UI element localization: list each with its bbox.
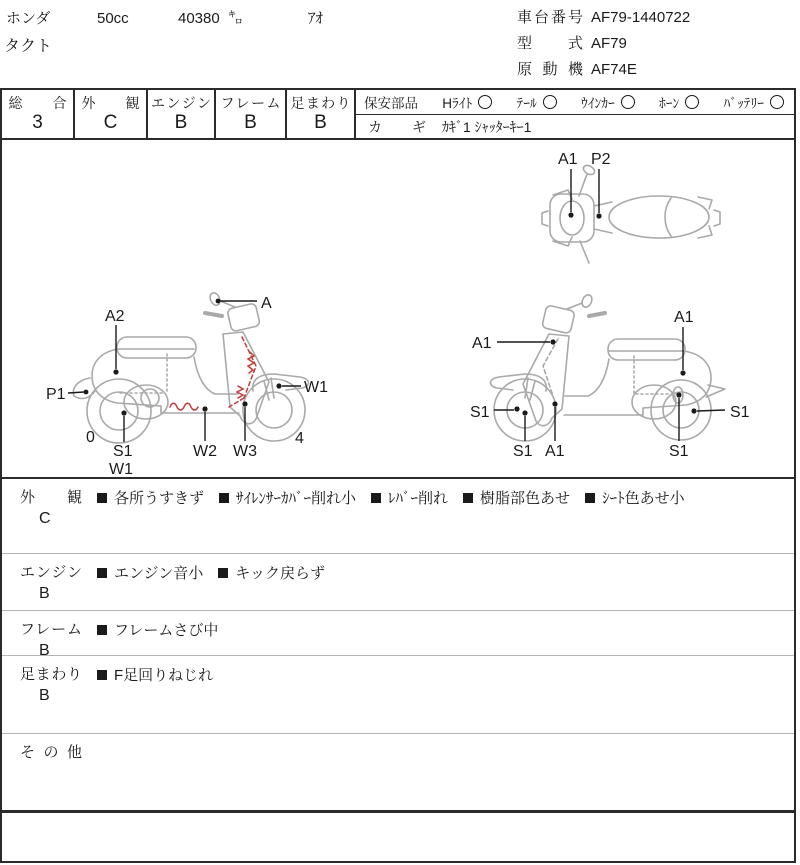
rating-value: 3 bbox=[32, 111, 43, 133]
safety-item-label: ﾃｰﾙ bbox=[516, 96, 537, 111]
condition-item-text: フレームさび中 bbox=[114, 622, 219, 639]
marker-dot bbox=[596, 213, 601, 218]
key-value: ｶｷﾞ1 ｼｬｯﾀｰｷｰ1 bbox=[442, 118, 532, 135]
rating-label: 足まわり bbox=[290, 94, 351, 111]
bullet-square-icon bbox=[97, 670, 107, 680]
marker-dot bbox=[216, 299, 221, 304]
condition-item-text: ｼｰﾄ色あせ小 bbox=[602, 490, 685, 507]
status-ok-circle-icon bbox=[543, 95, 557, 109]
key-row bbox=[356, 115, 794, 138]
engine-code-value: AF74E bbox=[591, 61, 637, 78]
status-ok-circle-icon bbox=[621, 95, 635, 109]
condition-section-label: エンジン bbox=[20, 564, 82, 581]
safety-item-label: ｳｲﾝｶｰ bbox=[581, 96, 615, 111]
engine-code-row bbox=[517, 58, 690, 84]
marker-dot bbox=[550, 339, 555, 344]
status-ok-circle-icon bbox=[478, 95, 492, 109]
marker-dot bbox=[84, 390, 89, 395]
diagram-label-front-tire-wear: 4 bbox=[295, 430, 304, 447]
diagram-label-rear-tire-wear: 0 bbox=[86, 429, 95, 446]
condition-section-label: フレーム bbox=[20, 621, 82, 638]
damage-diagram bbox=[2, 140, 794, 477]
condition-items bbox=[97, 487, 685, 508]
rating-label: エンジン bbox=[151, 94, 211, 111]
chassis-number-row bbox=[517, 6, 690, 32]
marker-dot bbox=[514, 406, 519, 411]
status-ok-circle-icon bbox=[685, 95, 699, 109]
mileage-unit: ㌔ bbox=[228, 10, 244, 27]
model-code-label: 型式 bbox=[517, 35, 583, 52]
bullet-square-icon bbox=[463, 493, 473, 503]
mileage-value: 40380 bbox=[178, 10, 220, 27]
maker-name: ホンダ bbox=[6, 10, 51, 27]
diagram-label-W3-legshield: W3 bbox=[233, 443, 257, 460]
condition-item-text: キック戻らず bbox=[235, 565, 325, 582]
condition-item bbox=[97, 664, 213, 685]
diagram-label-W1-rearwheel: W1 bbox=[109, 461, 133, 477]
safety-parts-label: 保安部品 bbox=[364, 96, 418, 111]
marker-dot bbox=[121, 410, 126, 415]
rating-value: B bbox=[314, 111, 327, 133]
damage-marks-left-view bbox=[170, 337, 256, 410]
bullet-square-icon bbox=[219, 493, 229, 503]
condition-row-engine bbox=[2, 553, 794, 610]
diagram-label-S1-frontwheel-bottom: S1 bbox=[513, 443, 533, 460]
bottom-empty-row bbox=[2, 810, 794, 861]
rating-label: 総合 bbox=[8, 94, 67, 111]
condition-grade: C bbox=[39, 510, 51, 527]
rating-value: B bbox=[174, 111, 188, 133]
rating-cell-frame bbox=[216, 90, 287, 138]
leader-line bbox=[68, 392, 84, 393]
condition-item-text: F足回りねじれ bbox=[114, 667, 214, 684]
ratings-table bbox=[2, 90, 794, 140]
condition-section-label: 足まわり bbox=[20, 666, 82, 683]
damage-diagram-svg bbox=[2, 140, 794, 477]
safety-item-tail bbox=[517, 92, 557, 112]
condition-row-undercarriage bbox=[2, 655, 794, 733]
rating-cell-undercarriage bbox=[287, 90, 356, 138]
status-ok-circle-icon bbox=[770, 95, 784, 109]
diagram-label-W2-floor: W2 bbox=[193, 443, 217, 460]
bullet-square-icon bbox=[97, 568, 107, 578]
marker-dot bbox=[680, 370, 685, 375]
sheet-frame bbox=[0, 88, 796, 863]
condition-item-text: ﾚﾊﾞｰ削れ bbox=[388, 490, 449, 507]
condition-item bbox=[97, 487, 204, 508]
diagram-label-A1-lower-legshield: A1 bbox=[545, 443, 565, 460]
diagram-label-A1-rearbody: A1 bbox=[674, 309, 694, 326]
condition-item bbox=[97, 619, 218, 640]
condition-section-label: 外観 bbox=[20, 489, 82, 506]
model-name: タクト bbox=[4, 38, 53, 55]
safety-parts-row bbox=[356, 90, 794, 115]
marker-dot bbox=[568, 212, 573, 217]
safety-item-winker bbox=[581, 92, 635, 112]
safety-parts-section bbox=[356, 90, 794, 138]
engine-code-label: 原動機 bbox=[517, 61, 583, 78]
diagram-label-A1-legshield: A1 bbox=[472, 335, 492, 352]
diagram-label-A-mirror: A bbox=[261, 295, 272, 312]
marker-dot bbox=[552, 401, 557, 406]
model-code-row bbox=[517, 32, 690, 58]
diagram-label-W1-frontfender: W1 bbox=[304, 379, 328, 396]
diagram-label-P2-topview: P2 bbox=[591, 151, 611, 168]
condition-item bbox=[371, 487, 448, 508]
bullet-square-icon bbox=[218, 568, 228, 578]
rating-cell-overall bbox=[2, 90, 75, 138]
diagram-label-A1-topview: A1 bbox=[558, 151, 578, 168]
condition-item bbox=[218, 562, 325, 583]
marker-dot bbox=[113, 369, 118, 374]
rating-cell-exterior bbox=[75, 90, 148, 138]
condition-items bbox=[97, 664, 213, 685]
chassis-number-label: 車台番号 bbox=[517, 9, 583, 26]
condition-items bbox=[97, 562, 325, 583]
left-view-labels bbox=[46, 295, 328, 477]
safety-item-horn bbox=[659, 92, 699, 112]
diagram-label-P1-rearfender: P1 bbox=[46, 386, 66, 403]
rating-label: 外観 bbox=[81, 94, 140, 111]
scratch-mark-legshield bbox=[248, 352, 254, 373]
condition-item-text: 各所うすきず bbox=[114, 490, 205, 507]
condition-item-text: ｻｲﾚﾝｻｰｶﾊﾞｰ削れ小 bbox=[236, 490, 357, 507]
vehicle-id-block bbox=[517, 6, 690, 84]
rating-cell-engine bbox=[148, 90, 216, 138]
bullet-square-icon bbox=[371, 493, 381, 503]
condition-item bbox=[97, 562, 203, 583]
marker-dot bbox=[202, 406, 207, 411]
scratch-mark-floor bbox=[170, 403, 198, 410]
rating-label: フレーム bbox=[220, 94, 281, 111]
marker-dot bbox=[276, 383, 281, 388]
rating-value: C bbox=[103, 111, 118, 133]
bullet-square-icon bbox=[97, 625, 107, 635]
diagram-label-S1-rearwheel-bottom: S1 bbox=[669, 443, 689, 460]
condition-row-other bbox=[2, 733, 794, 810]
safety-item-label: Hﾗｲﾄ bbox=[442, 96, 473, 111]
safety-item-label: ﾊﾞｯﾃﾘｰ bbox=[723, 96, 764, 111]
diagram-label-A2-rearbody: A2 bbox=[105, 308, 125, 325]
rating-value: B bbox=[244, 111, 257, 133]
key-label: カギ bbox=[368, 118, 426, 135]
marker-dot bbox=[242, 401, 247, 406]
marker-dot bbox=[691, 408, 696, 413]
condition-item bbox=[463, 487, 570, 508]
safety-item-headlight bbox=[442, 92, 492, 112]
condition-row-frame bbox=[2, 610, 794, 659]
marker-dot bbox=[522, 410, 527, 415]
diagram-label-S1-rearwheel: S1 bbox=[113, 443, 133, 460]
condition-grade: B bbox=[39, 687, 50, 704]
chassis-number-value: AF79-1440722 bbox=[591, 9, 691, 26]
leader-line bbox=[697, 410, 725, 411]
condition-grade: B bbox=[39, 585, 50, 602]
top-view-labels bbox=[558, 151, 611, 219]
condition-item bbox=[219, 487, 356, 508]
safety-item-label: ﾎｰﾝ bbox=[659, 96, 680, 111]
condition-section-label: その他 bbox=[20, 744, 82, 761]
scooter-top-view-outline bbox=[542, 164, 720, 263]
marker-dot bbox=[676, 392, 681, 397]
model-code-value: AF79 bbox=[591, 35, 627, 52]
color-code: ｱｵ bbox=[308, 10, 324, 27]
condition-row-exterior bbox=[2, 477, 794, 553]
displacement: 50cc bbox=[97, 10, 129, 27]
diagram-label-S1-frontwheel-left: S1 bbox=[470, 404, 490, 421]
diagram-label-S1-rearwheel-right: S1 bbox=[730, 404, 750, 421]
scratch-mark-lower bbox=[237, 386, 243, 398]
bullet-square-icon bbox=[97, 493, 107, 503]
safety-item-battery bbox=[724, 92, 785, 112]
condition-item-text: エンジン音小 bbox=[114, 565, 204, 582]
condition-items bbox=[97, 619, 218, 640]
condition-item bbox=[585, 487, 685, 508]
condition-grade: B bbox=[39, 642, 50, 659]
condition-item-text: 樹脂部色あせ bbox=[480, 490, 571, 507]
bullet-square-icon bbox=[585, 493, 595, 503]
